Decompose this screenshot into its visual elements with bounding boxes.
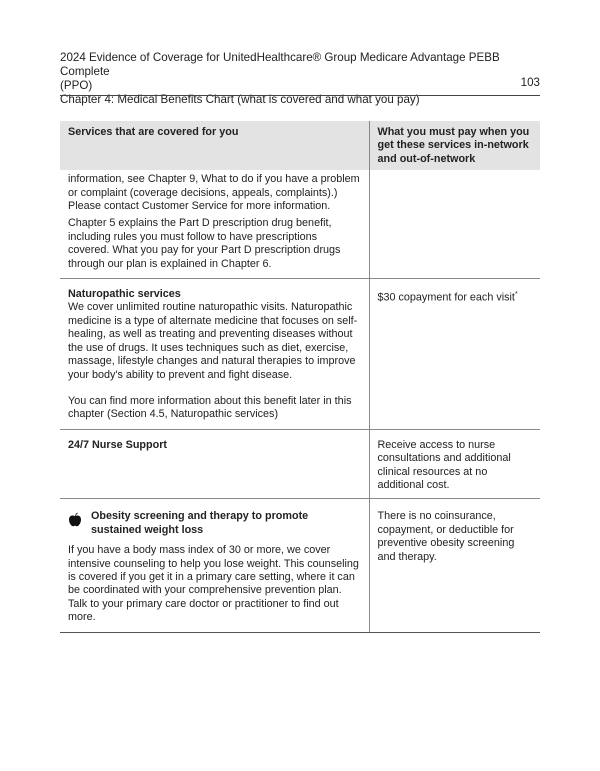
table-row xyxy=(60,279,540,430)
service-title: Obesity screening and therapy to promote sustained weight loss xyxy=(91,510,309,536)
cost-text: Receive access to nurse consultations and additional clinical resources at no additional cost. xyxy=(377,438,511,491)
document-title-cont: (PPO) xyxy=(60,79,93,92)
service-cell xyxy=(60,170,369,278)
service-text: Chapter 5 explains the Part D prescription drug benefit, including rules you must follow to have prescriptions covered. What you pay for your Part D prescription drugs through our plan is explained in Chapter 6. xyxy=(68,217,341,270)
apple-icon xyxy=(68,512,82,527)
service-cell xyxy=(60,499,369,632)
service-title: Naturopathic services xyxy=(68,288,181,301)
cost-footnote-mark: * xyxy=(514,291,518,299)
service-title: 24/7 Nurse Support xyxy=(68,438,167,451)
service-text: You can find more information about this benefit later in this chapter (Section 4.5, Naturopathic services) xyxy=(68,394,352,421)
cost-text: $30 copayment for each visit xyxy=(377,291,515,304)
table-row xyxy=(60,429,540,499)
cost-cell xyxy=(369,279,540,430)
table-row xyxy=(60,499,540,632)
service-text: information, see Chapter 9, What to do if you have a problem or complaint (coverage decisions, appeals, complaints).) Please contact Customer Service for more information. xyxy=(68,173,360,213)
table-row xyxy=(60,170,540,278)
service-text: We cover unlimited routine naturopathic visits. Naturopathic medicine is a type of alternate medicine that focuses on self-healing, as well as treating and preventing diseases without the use of drugs. It uses techniques such as diet, exercise, massage, lifestyle changes and natural therapies to improve your body's ability to prevent and fight disease. xyxy=(68,301,358,381)
document-title: 2024 Evidence of Coverage for UnitedHealthcare® Group Medicare Advantage PEBB Complete xyxy=(60,51,500,78)
column-header-cost: What you must pay when you get these services in-network and out-of-network xyxy=(369,121,540,170)
chapter-title: Chapter 4: Medical Benefits Chart (what is covered and what you pay) xyxy=(60,93,420,106)
service-cell xyxy=(60,279,369,430)
page-number: 103 xyxy=(520,76,540,89)
page-header xyxy=(60,51,540,107)
cost-cell xyxy=(369,429,540,499)
column-header-services: Services that are covered for you xyxy=(60,121,369,170)
preventive-service-heading xyxy=(68,510,361,537)
cost-cell xyxy=(369,170,540,278)
service-cell xyxy=(60,429,369,499)
cost-cell xyxy=(369,499,540,632)
service-text: If you have a body mass index of 30 or more, we cover intensive counseling to help you lose weight. This counseling is covered if you get it in a primary care setting, where it can be coordinated with your comprehensive prevention plan. Talk to your primary care doctor or practitioner to find out more. xyxy=(68,544,359,624)
header-divider xyxy=(60,95,540,96)
cost-text: There is no coinsurance, copayment, or deductible for preventive obesity screening and therapy. xyxy=(377,510,515,563)
benefits-table xyxy=(60,121,540,633)
table-header-row xyxy=(60,121,540,170)
